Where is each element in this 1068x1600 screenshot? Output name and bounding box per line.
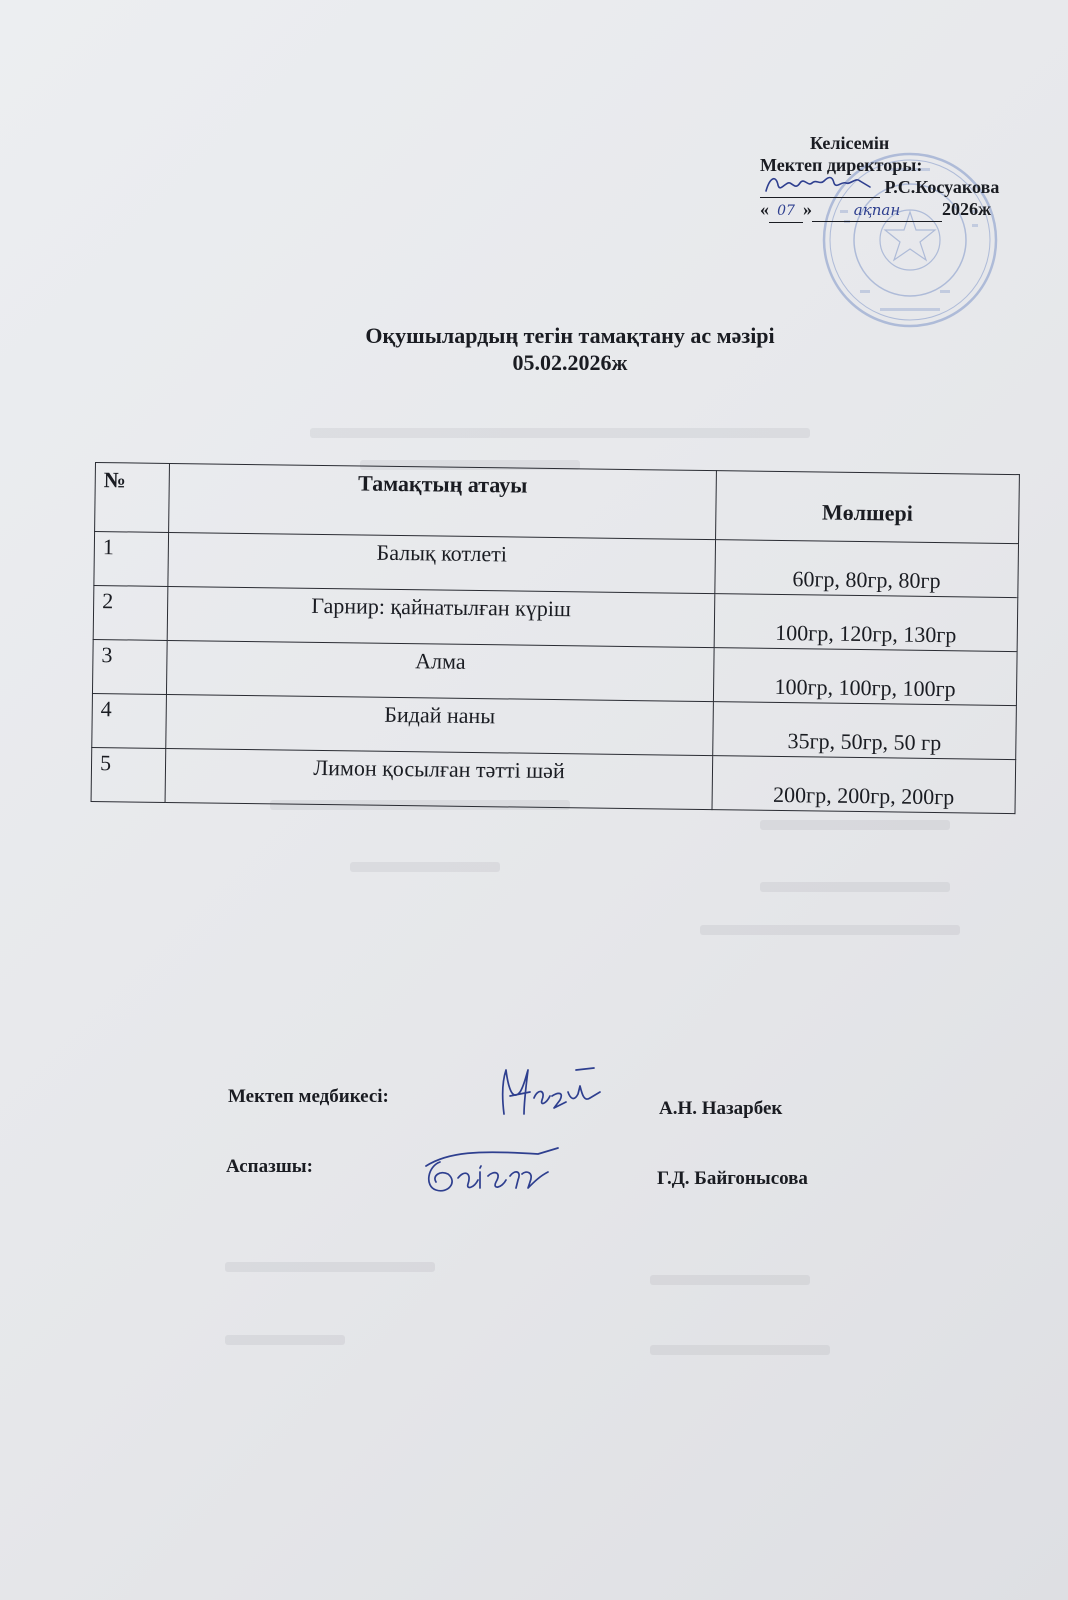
row-quantity: 200гр, 200гр, 200гр bbox=[712, 756, 1016, 814]
director-signature-slot bbox=[760, 177, 880, 198]
cook-name: Г.Д. Байгонысова bbox=[657, 1168, 808, 1189]
row-number: 2 bbox=[93, 585, 168, 640]
table-row bbox=[91, 747, 1016, 813]
director-signature-line bbox=[760, 176, 1060, 198]
row-dish-name: Лимон қосылған тәтті шәй bbox=[165, 748, 713, 809]
bleed-through-mark bbox=[760, 820, 950, 830]
bleed-through-mark bbox=[760, 882, 950, 892]
row-quantity: 100гр, 120гр, 130гр bbox=[714, 594, 1018, 652]
row-dish-name: Гарнир: қайнатылған күріш bbox=[167, 586, 715, 647]
director-title: Мектеп директоры: bbox=[760, 155, 923, 175]
bleed-through-mark bbox=[225, 1262, 435, 1272]
date-year: 2026ж bbox=[942, 199, 992, 219]
approval-block bbox=[760, 132, 1060, 223]
nurse-handwritten-signature bbox=[490, 1062, 610, 1122]
row-quantity: 100гр, 100гр, 100гр bbox=[713, 648, 1017, 706]
row-dish-name: Балық котлеті bbox=[168, 532, 716, 593]
nurse-label: Мектеп медбикесі: bbox=[228, 1086, 389, 1107]
header-dish-name: Тамақтың атауы bbox=[169, 463, 717, 539]
approval-heading: Келісемін bbox=[810, 133, 890, 153]
bleed-through-mark bbox=[700, 925, 960, 935]
row-number: 5 bbox=[91, 747, 166, 802]
row-dish-name: Бидай наны bbox=[166, 694, 714, 755]
menu-table bbox=[91, 462, 1020, 814]
date-close-quote: » bbox=[803, 199, 812, 219]
row-number: 3 bbox=[92, 639, 167, 694]
cook-handwritten-signature bbox=[418, 1142, 568, 1202]
bleed-through-mark bbox=[310, 428, 810, 438]
date-month: ақпан bbox=[812, 199, 942, 222]
table-header-row bbox=[95, 463, 1020, 544]
row-number: 1 bbox=[94, 532, 169, 587]
row-quantity: 60гр, 80гр, 80гр bbox=[715, 540, 1019, 598]
row-dish-name: Алма bbox=[166, 640, 714, 701]
bleed-through-mark bbox=[650, 1345, 830, 1355]
title-date: 05.02.2026ж bbox=[512, 350, 628, 375]
bleed-through-mark bbox=[225, 1335, 345, 1345]
date-open-quote: « bbox=[760, 199, 769, 219]
bleed-through-mark bbox=[650, 1275, 810, 1285]
bleed-through-mark bbox=[350, 862, 500, 872]
document-title bbox=[0, 322, 1068, 376]
row-quantity: 35гр, 50гр, 50 гр bbox=[713, 702, 1017, 760]
title-main: Оқушылардың тегін тамақтану ас мәзірі bbox=[365, 323, 775, 348]
header-number: № bbox=[95, 463, 170, 533]
cook-label: Аспазшы: bbox=[226, 1156, 313, 1177]
approval-date bbox=[760, 198, 1060, 223]
row-number: 4 bbox=[92, 693, 167, 748]
director-name: Р.С.Косуакова bbox=[884, 177, 1000, 197]
date-day: 07 bbox=[769, 200, 803, 223]
nurse-name: А.Н. Назарбек bbox=[659, 1098, 783, 1119]
header-quantity: Мөлшері bbox=[716, 471, 1020, 544]
director-handwritten-signature bbox=[760, 171, 880, 195]
